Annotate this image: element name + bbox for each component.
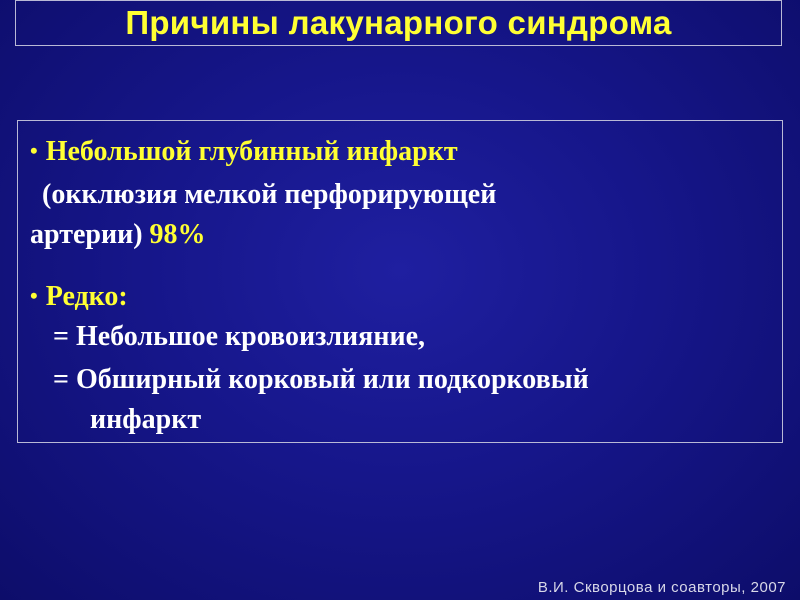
content-box: [17, 120, 783, 443]
sub-item-2-continuation: [90, 406, 201, 434]
sub-item-1-text: = Небольшое кровоизлияние,: [53, 321, 426, 352]
sub-item-1: [53, 323, 425, 351]
bullet-line-3-text: артерии): [30, 219, 143, 250]
slide-title: Причины лакунарного синдрома: [125, 4, 672, 41]
bullet-line-4-text: Редко:: [45, 281, 128, 312]
title-box: [15, 0, 782, 46]
bullet-line-3: [30, 221, 206, 249]
bullet-line-1-text: Небольшой глубинный инфаркт: [45, 136, 458, 167]
bullet-line-4: [30, 283, 128, 311]
citation-footer: В.И. Скворцова и соавторы, 2007: [537, 579, 786, 596]
bullet-icon: •: [30, 138, 38, 163]
sub-item-2: [53, 366, 589, 394]
sub-item-2-text: = Обширный корковый или подкорковый: [53, 364, 589, 395]
bullet-icon: •: [30, 283, 38, 308]
bullet-line-2: [42, 181, 496, 209]
percentage-value: 98%: [149, 219, 206, 250]
sub-item-2-continuation-text: инфаркт: [90, 404, 202, 435]
bullet-line-1: [30, 138, 458, 166]
bullet-line-2-text: (окклюзия мелкой перфорирующей: [42, 179, 497, 210]
